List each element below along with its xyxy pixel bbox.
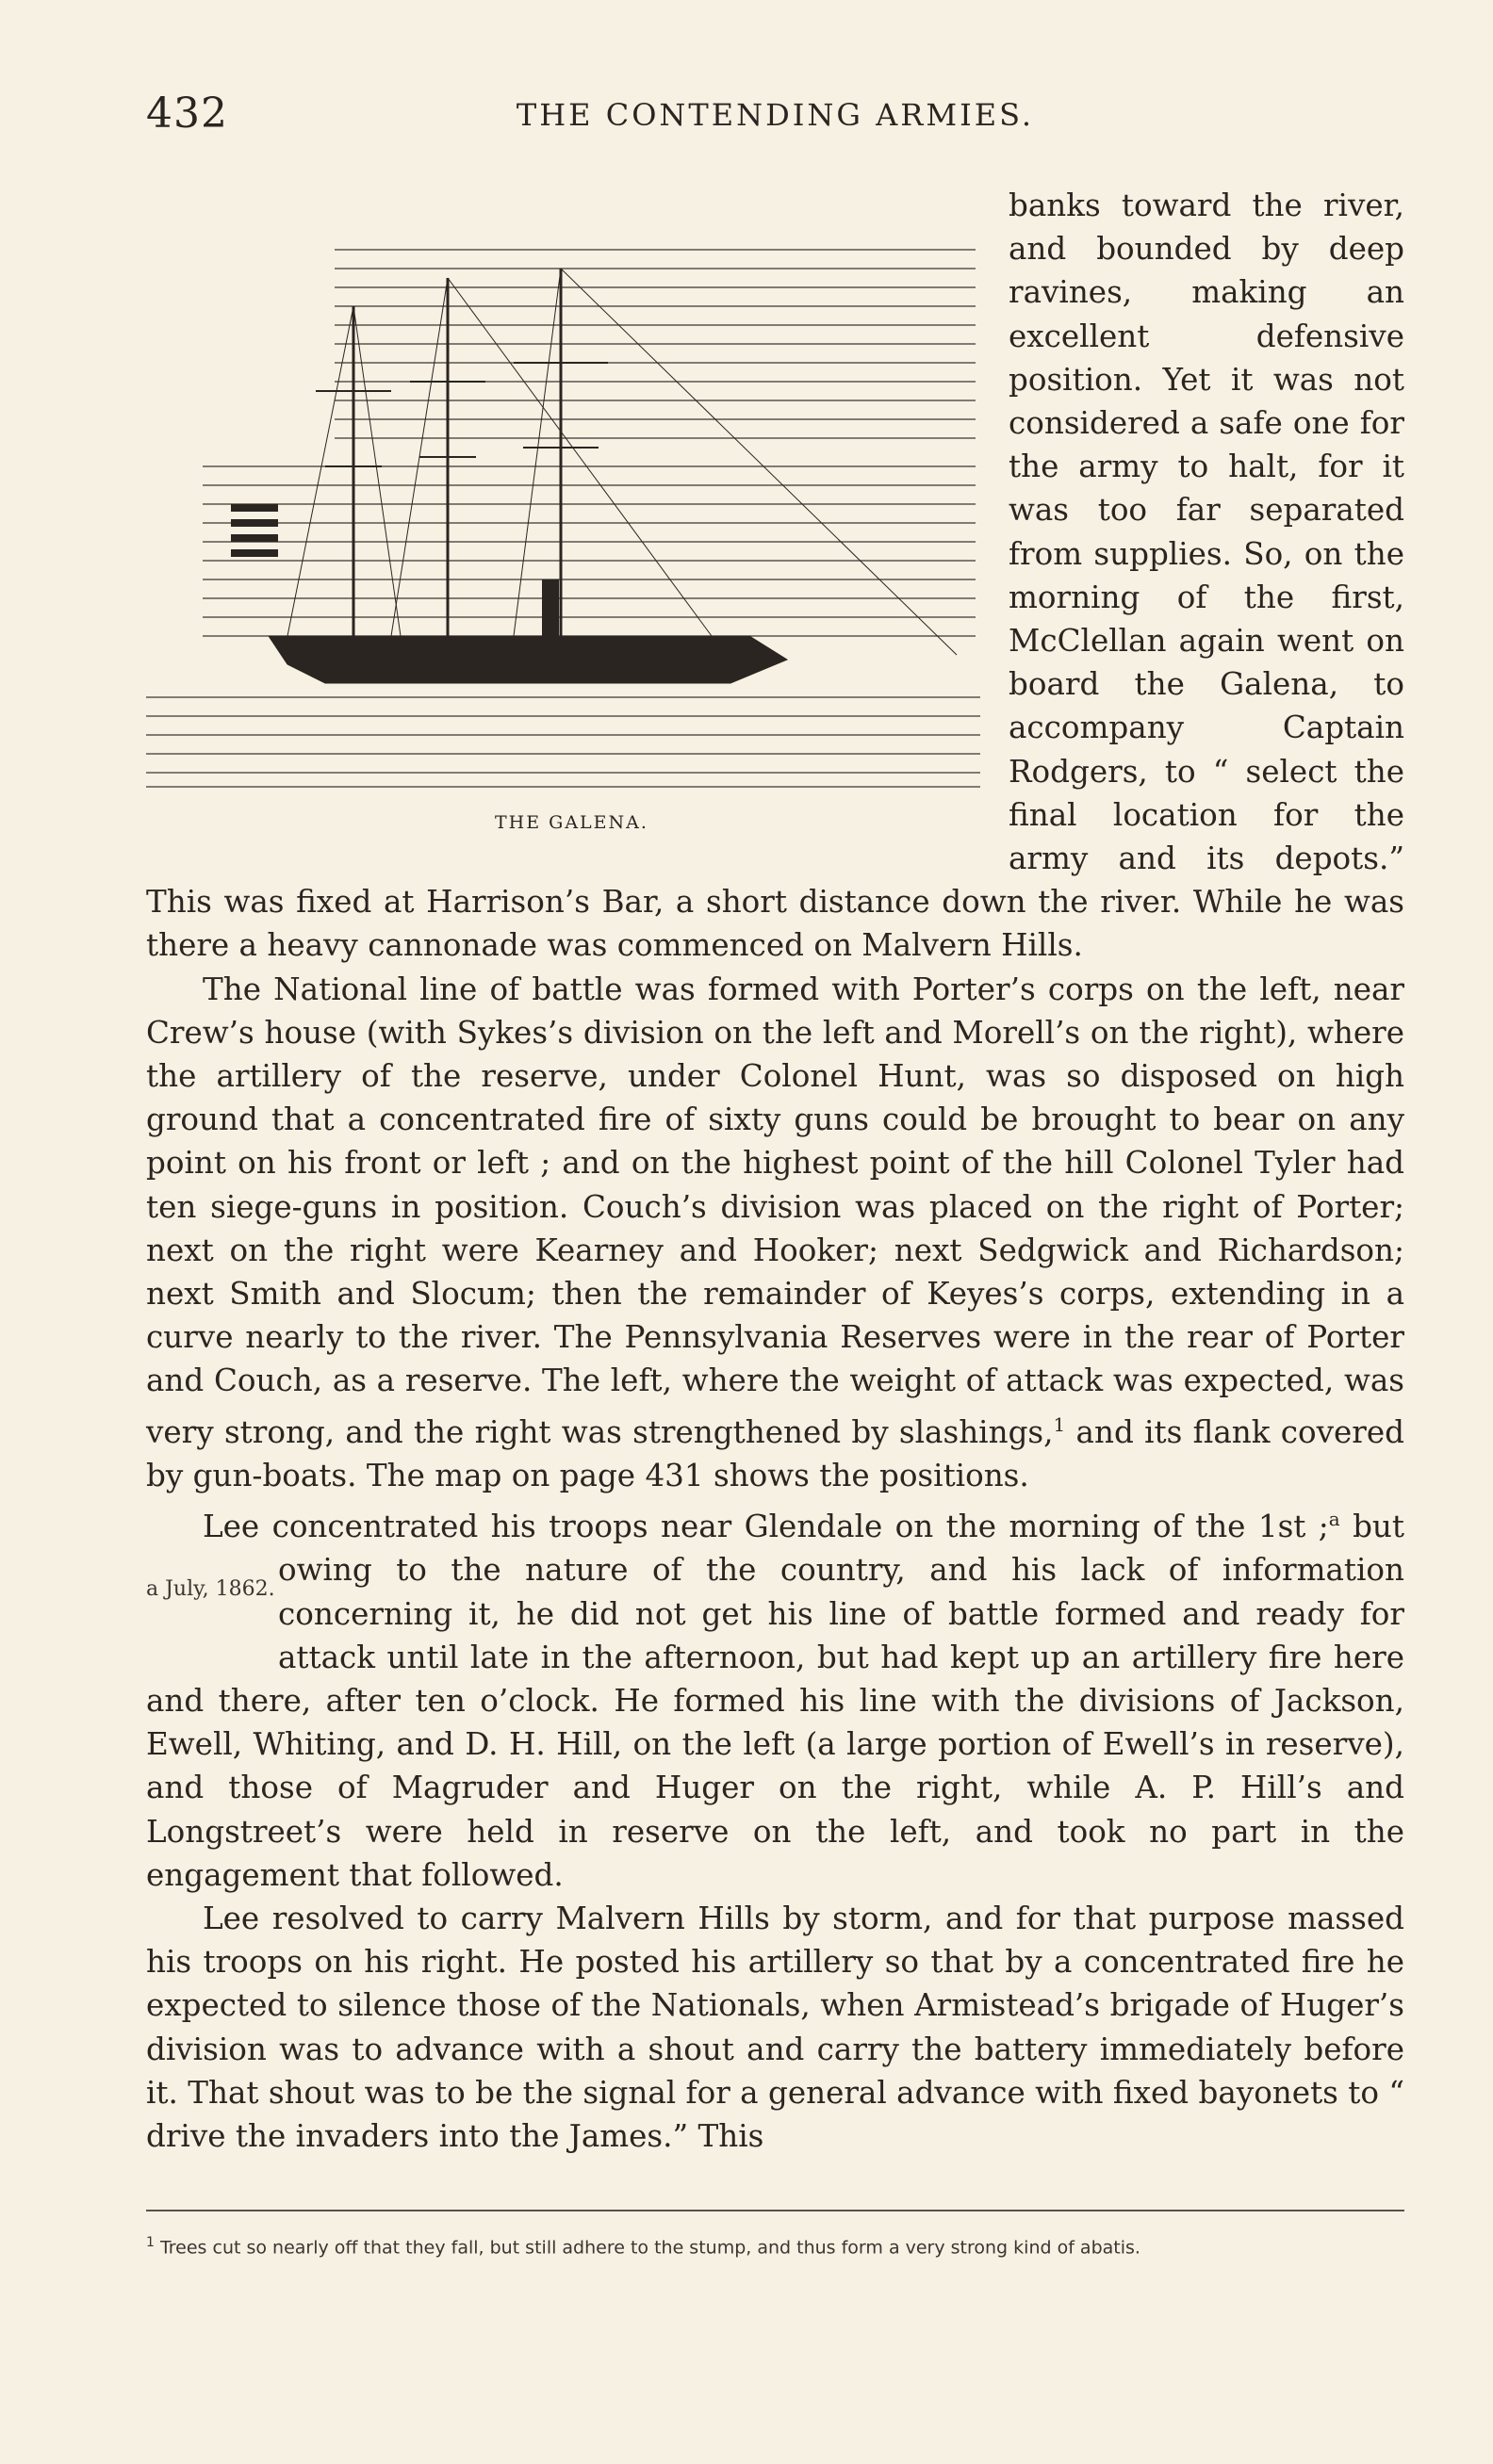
paragraph-3-start: Lee concentrated his troops near Glendale on the morning of the 1st ; [203,1509,1329,1545]
paragraph-1 [146,184,1404,968]
margin-note: a July, 1862. [146,1577,275,1602]
paragraph-4 [146,1897,1404,2158]
body-text [146,184,1404,2158]
footnote-text: Trees cut so nearly off that they fall, but still adhere to the stump, and thus form a very strong kind of abatis. [159,2237,1140,2259]
ship-engraving-icon [146,184,980,806]
paragraph-3 [146,1497,1404,1897]
page-number: 432 [146,90,228,138]
running-head: THE CONTENDING ARMIES. [516,97,1035,133]
margin-reference: a [1328,1508,1340,1531]
page-header [146,90,1404,146]
paragraph-3-text: but owing to the nature of the country, and his lack of information concerning it, he did not get his line of battle formed and ready for attack until late in the afternoon, but had kept up an artillery fire here and there, after ten o’clock. He formed his line with the divisions of Jackson, Ewell, Whiting, and D. H. Hill, on the left (a large portion of Ewell’s in reserve), and those of Magruder and Huger on the right, while A. P. Hill’s and Longstreet’s were held in reserve on the left, and took no part in the engagement that followed. [146,1509,1405,1893]
footnote-reference: 1 [1053,1412,1066,1436]
ship-illustration [146,184,980,839]
footnotes [146,2210,1404,2261]
paragraph-4-text: Lee resolved to carry Malvern Hills by storm, and for that purpose massed his troops on his right. He posted his artillery so that by a concentrated fire he expected to silence those of the Nationals, when Armistead’s brigade of Huger’s division was to advance with a shout and carry the battery immediately before it. That shout was to be the signal for a general advance with fixed bayonets to “ drive the invaders into the James.” This [146,1900,1404,2154]
figure-caption: THE GALENA. [495,812,648,833]
paragraph-1-text: banks toward the river, and bounded by deep ravines, making an excellent defensive position. Yet it was not considered a safe one for the army to halt, for it was too far separated from supplies. So, on the morning of the first, McClellan again went on board the Galena, to accompany Captain Rodgers, to “ select the final location for the army and its depots.” This was fixed at Harrison’s Bar, a short distance down the river. While he was there a heavy cannonade was commenced on Malvern Hills. [146,188,1404,964]
paragraph-2 [146,968,1404,1497]
paragraph-2-continued: and its flank covered by gun-boats. The map on page 431 shows the positions. [146,1413,1405,1493]
footnote-number: 1 [146,2235,155,2250]
paragraph-2-text: The National line of battle was formed with Porter’s corps on the left, near Crew’s house (with Sykes’s division on the left and Morell’s on the right), where the artillery of the reserve, under Colonel Hunt, was so disposed on high ground that a concentrated fire of sixty guns could be brought to bear on any point on his front or left ; and on the highest point of the hill Colonel Tyler had ten siege-guns in position. Couch’s division was placed on the right of Porter; next on the right were Kearney and Hooker; next Sedgwick and Richardson; next Smith and Slocum; then the remainder of Keyes’s corps, extending in a curve nearly to the river. The Pennsylvania Reserves were in the rear of Porter and Couch, as a reserve. The left, where the weight of attack was expected, was very strong, and the right was strengthened by slashings, [146,971,1404,1450]
